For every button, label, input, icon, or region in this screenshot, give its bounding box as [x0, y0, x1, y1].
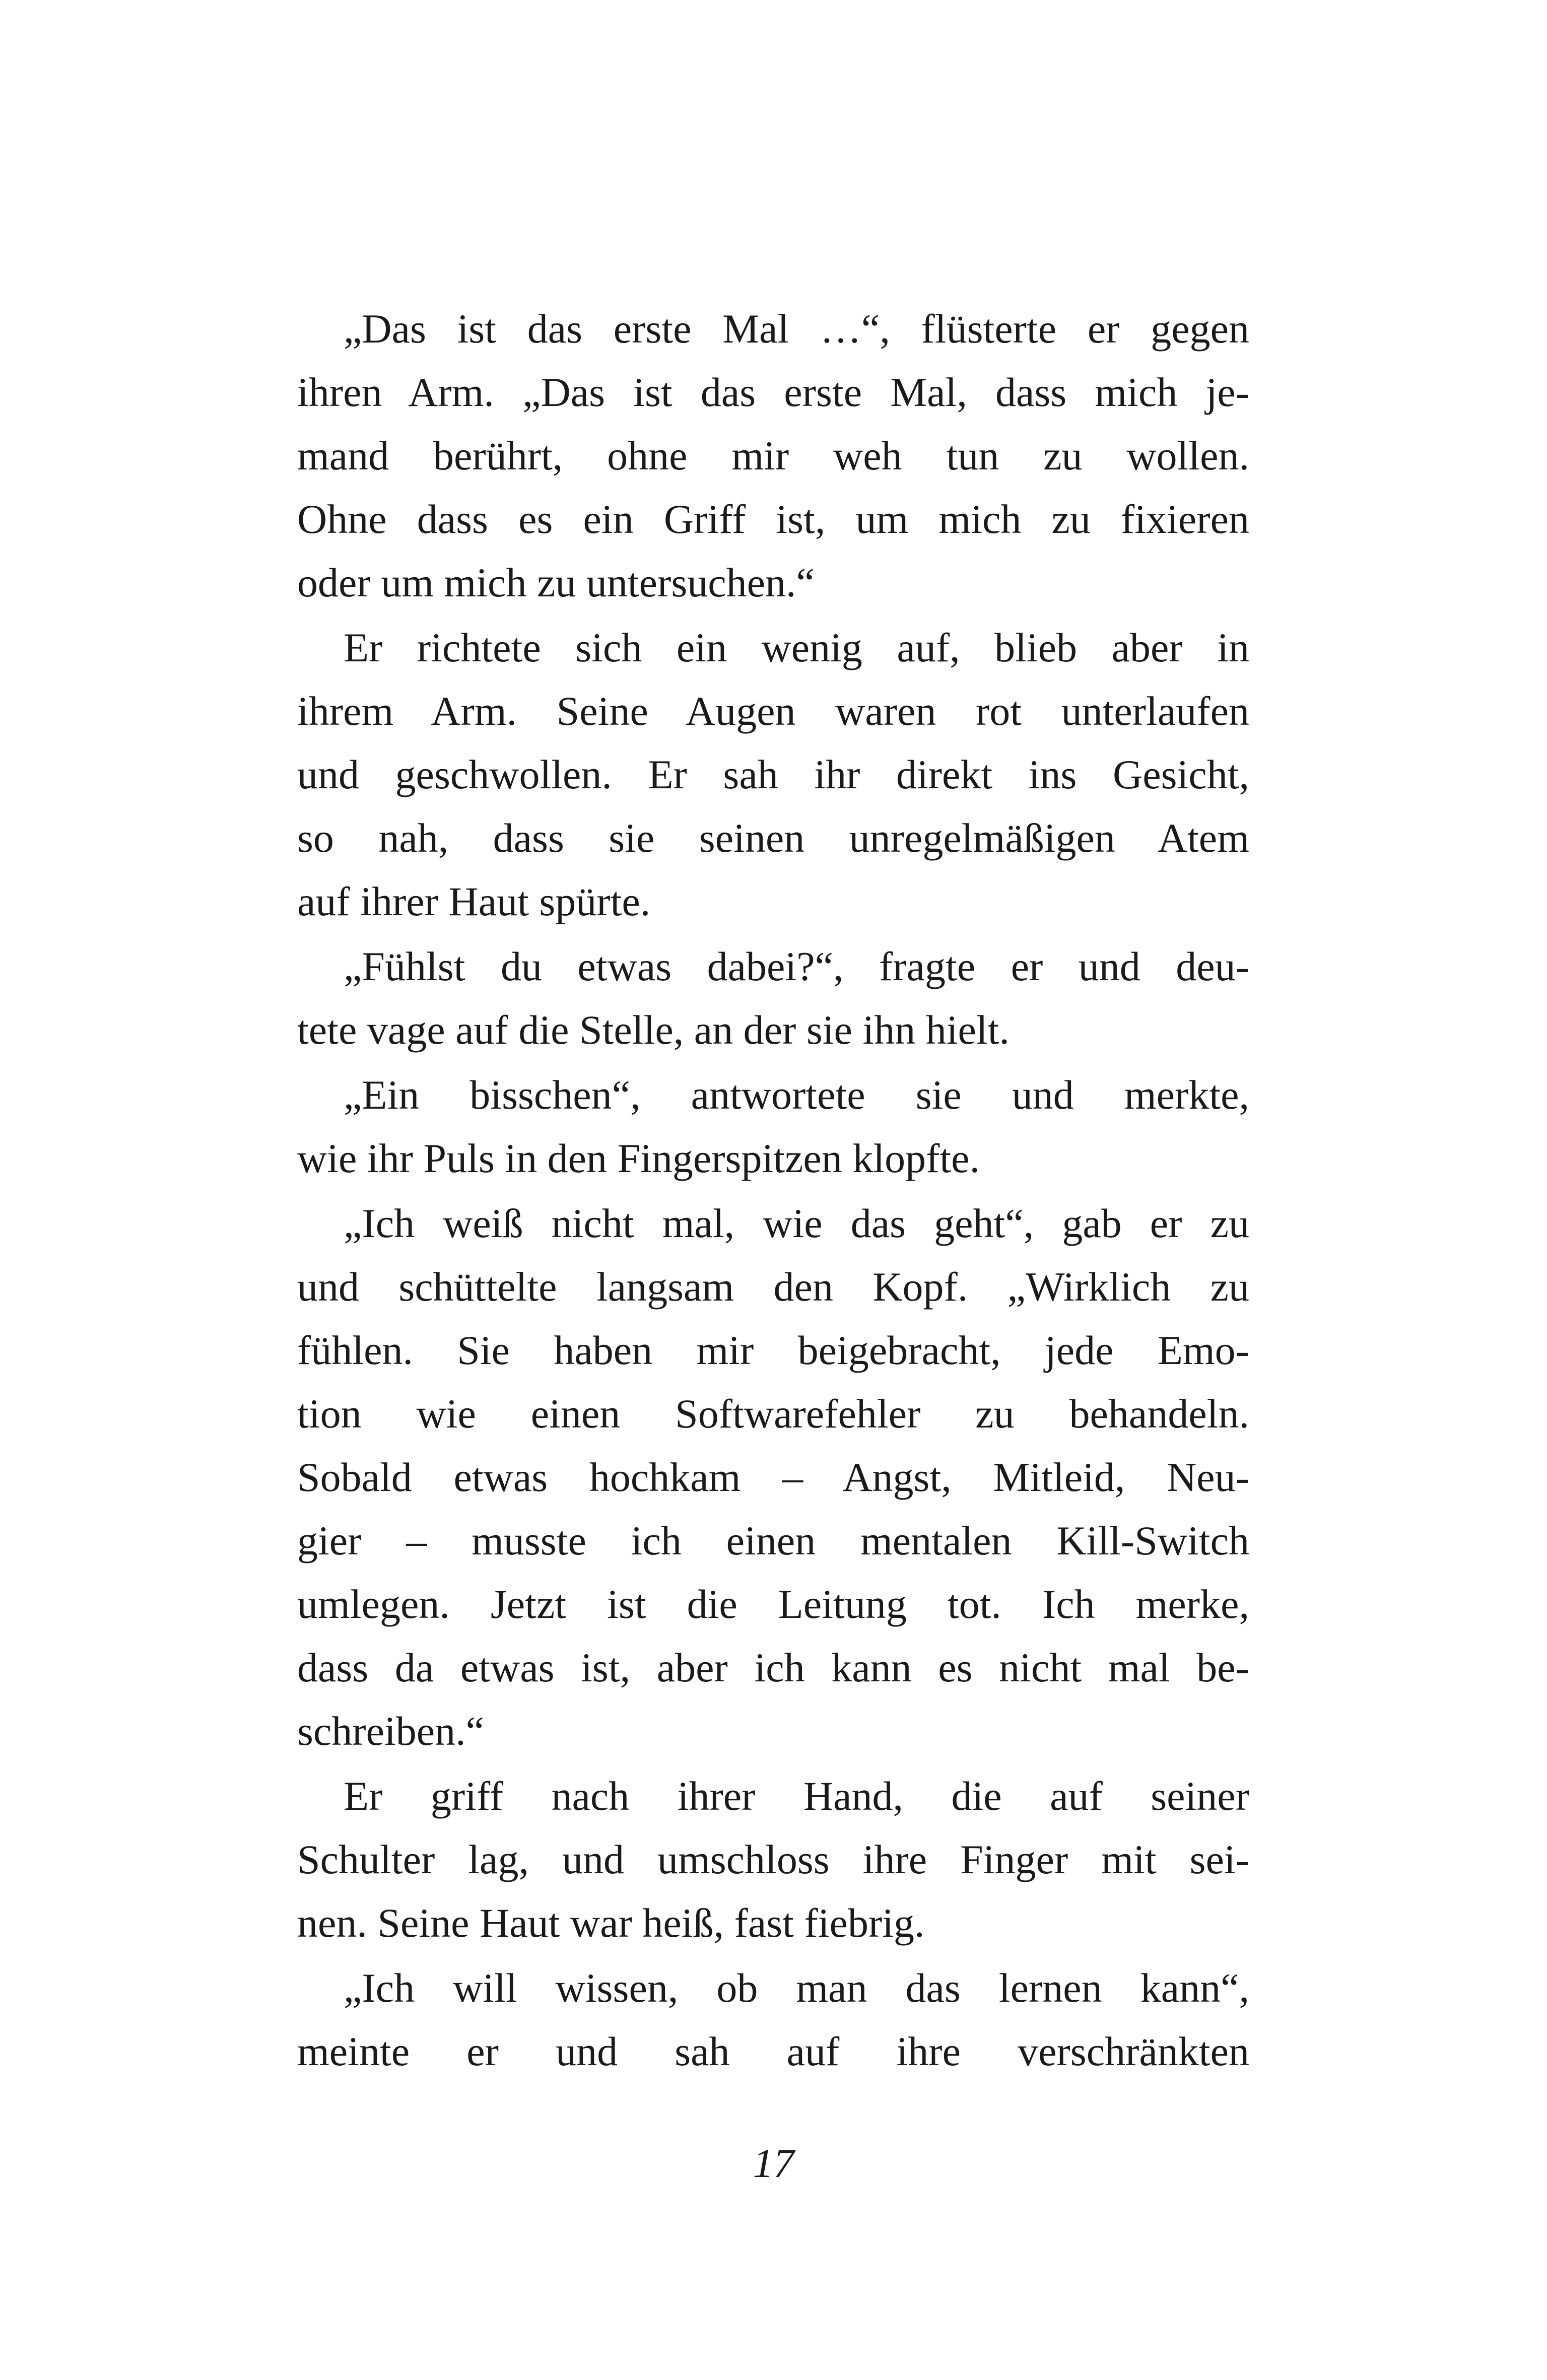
text-line: oder um mich zu untersuchen.“ [297, 560, 815, 605]
paragraph [297, 616, 1249, 933]
text-line: „Ich weiß nicht mal, wie das geht“, gab er zu [344, 1200, 1249, 1246]
text-line: ihrem Arm. Seine Augen waren rot unterlaufen [297, 688, 1249, 734]
text-line: wie ihr Puls in den Fingerspitzen klopfte. [297, 1135, 980, 1181]
text-line: Sobald etwas hochkam – Angst, Mitleid, Neu- [297, 1454, 1249, 1500]
text-line: so nah, dass sie seinen unregelmäßigen Atem [297, 815, 1249, 861]
text-line: Schulter lag, und umschloss ihre Finger mit sei- [297, 1837, 1249, 1882]
text-line: „Ein bisschen“, antwortete sie und merkte, [344, 1072, 1249, 1118]
text-line: gier – musste ich einen mentalen Kill-Switch [297, 1518, 1249, 1563]
paragraph [297, 1764, 1249, 1955]
text-line: Er richtete sich ein wenig auf, blieb aber in [344, 625, 1249, 670]
text-line: meinte er und sah auf ihre verschränkten [297, 2028, 1249, 2074]
text-line: „Fühlst du etwas dabei?“, fragte er und deu- [344, 943, 1249, 989]
text-line: „Das ist das erste Mal …“, flüsterte er gegen [344, 306, 1249, 352]
text-line: „Ich will wissen, ob man das lernen kann“, [344, 1965, 1249, 2011]
text-line: Ohne dass es ein Griff ist, um mich zu fixieren [297, 496, 1249, 542]
text-line: tete vage auf die Stelle, an der sie ihn hielt. [297, 1007, 1010, 1053]
text-line: Er griff nach ihrer Hand, die auf seiner [344, 1773, 1249, 1819]
paragraph [297, 1192, 1249, 1763]
text-line: und schüttelte langsam den Kopf. „Wirklich zu [297, 1264, 1249, 1310]
text-line: und geschwollen. Er sah ihr direkt ins Gesicht, [297, 752, 1249, 797]
text-line: ihren Arm. „Das ist das erste Mal, dass mich je- [297, 369, 1249, 415]
paragraph [297, 935, 1249, 1062]
paragraph [297, 1956, 1249, 2083]
text-line: schreiben.“ [297, 1708, 485, 1754]
text-line: tion wie einen Softwarefehler zu behandeln. [297, 1391, 1249, 1437]
page-number: 17 [753, 2140, 794, 2186]
text-line: fühlen. Sie haben mir beigebracht, jede Emo- [297, 1327, 1249, 1373]
text-line: dass da etwas ist, aber ich kann es nicht mal be- [297, 1645, 1249, 1690]
text-line: nen. Seine Haut war heiß, fast fiebrig. [297, 1900, 925, 1946]
paragraph [297, 1063, 1249, 1190]
paragraph [297, 297, 1249, 615]
text-line: auf ihrer Haut spürte. [297, 878, 651, 924]
text-line: umlegen. Jetzt ist die Leitung tot. Ich merke, [297, 1581, 1249, 1627]
text-line: mand berührt, ohne mir weh tun zu wollen. [297, 433, 1249, 479]
body-text [297, 297, 1249, 2083]
